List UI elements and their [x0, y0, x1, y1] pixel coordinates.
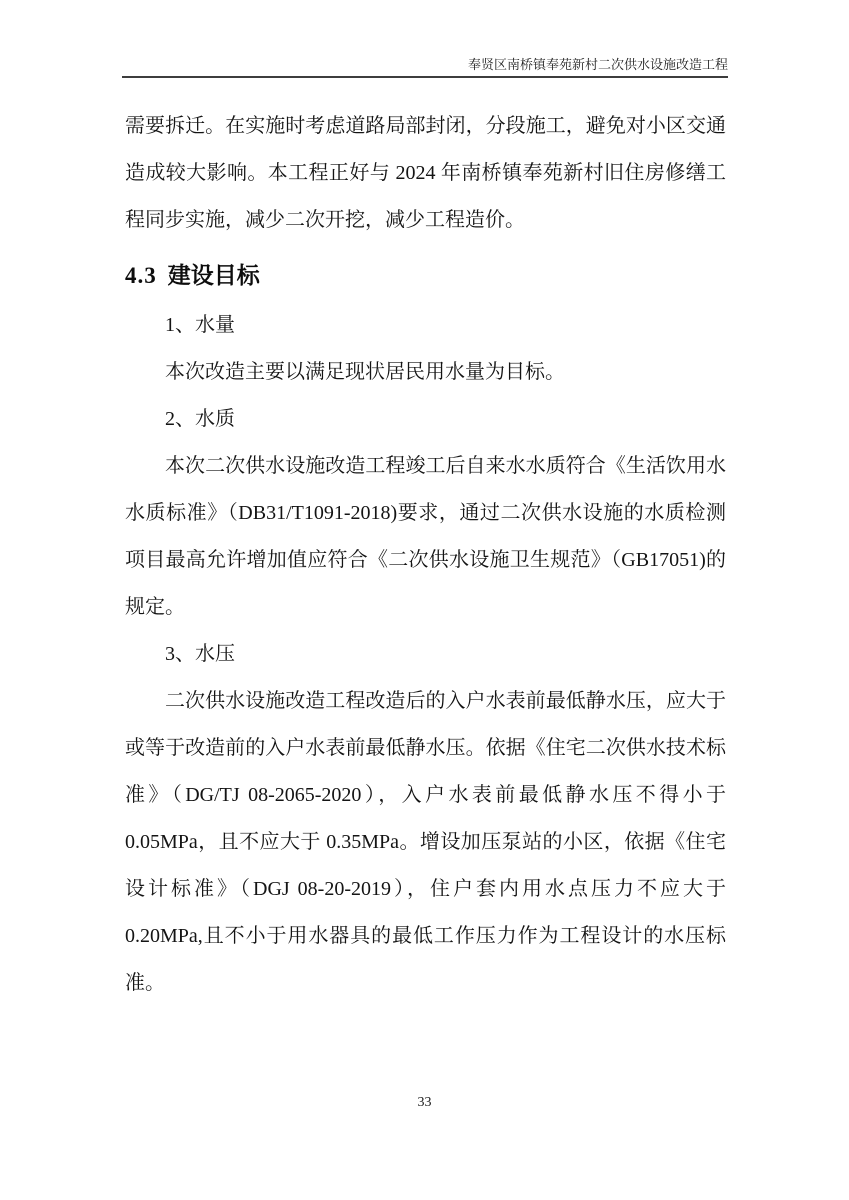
page-number: 33 — [417, 1095, 432, 1110]
section-title: 建设目标 — [167, 263, 260, 288]
document-body — [125, 103, 726, 1007]
page-header — [122, 57, 728, 78]
item-2-water-quality-title: 2、水质 — [165, 408, 235, 430]
page-footer — [0, 1094, 849, 1111]
section-heading — [125, 260, 726, 292]
section-number: 4.3 — [125, 263, 157, 288]
item-1-water-quantity-title: 1、水量 — [165, 314, 235, 336]
item-1-water-quantity-body: 本次改造主要以满足现状居民用水量为目标。 — [165, 361, 565, 383]
item-3-water-pressure-title: 3、水压 — [165, 643, 235, 665]
item-2-water-quality-body: 本次二次供水设施改造工程竣工后自来水水质符合《生活饮用水水质标准》（DB31/T1091-2018)要求，通过二次供水设施的水质检测项目最高允许增加值应符合《二次供水设施卫生规范》（GB17051)的规定。 — [125, 455, 726, 618]
intro-paragraph: 需要拆迁。在实施时考虑道路局部封闭，分段施工，避免对小区交通造成较大影响。本工程正好与 2024 年南桥镇奉苑新村旧住房修缮工程同步实施，减少二次开挖，减少工程造价。 — [125, 115, 726, 231]
item-3-water-pressure-body: 二次供水设施改造工程改造后的入户水表前最低静水压，应大于或等于改造前的入户水表前最低静水压。依据《住宅二次供水技术标准》（DG/TJ 08-2065-2020），入户水表前最低静水压不得小于 0.05MPa，且不应大于 0.35MPa。增设加压泵站的小区，依据《住宅设计标准》（DGJ 08-20-2019），住户套内用水点压力不应大于 0.20MPa,且不小于用水器具的最低工作压力作为工程设计的水压标准。 — [125, 690, 726, 994]
header-title: 奉贤区南桥镇奉苑新村二次供水设施改造工程 — [467, 57, 728, 72]
